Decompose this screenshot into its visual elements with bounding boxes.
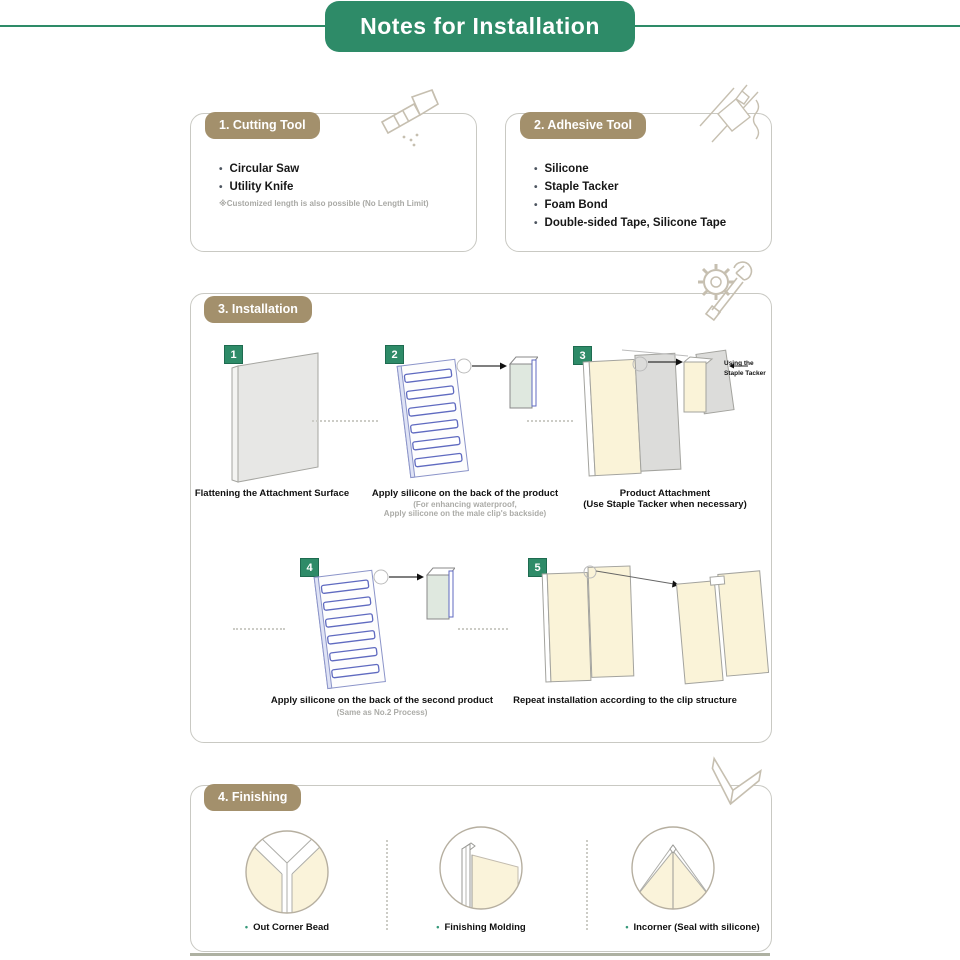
finishing-molding-graphic bbox=[438, 825, 524, 911]
step-3-annotation-2: Staple Tacker bbox=[724, 370, 766, 377]
connector-dots bbox=[527, 420, 573, 422]
cutting-tool-list bbox=[219, 163, 429, 208]
step-2-graphic bbox=[388, 352, 538, 484]
list-item: • Foam Bond bbox=[534, 199, 726, 212]
step-4-caption: Apply silicone on the back of the second product bbox=[270, 695, 494, 706]
connector-dots bbox=[312, 420, 378, 422]
gear-wrench-icon bbox=[688, 260, 756, 326]
list-item: • Circular Saw bbox=[219, 163, 429, 176]
list-item: • Utility Knife bbox=[219, 181, 429, 194]
step-3-badge: 3 bbox=[573, 346, 592, 365]
step-2-subcaption-2: Apply silicone on the male clip's backside) bbox=[383, 509, 547, 518]
step-1-badge: 1 bbox=[224, 345, 243, 364]
step-5-badge: 5 bbox=[528, 558, 547, 577]
list-item: • Silicone bbox=[534, 163, 726, 176]
step-4-subcaption: (Same as No.2 Process) bbox=[336, 708, 428, 717]
cutting-note: ※Customized length is also possible (No Length Limit) bbox=[219, 199, 429, 208]
footer-bar bbox=[190, 953, 770, 956]
step-3-graphic bbox=[578, 348, 774, 483]
finishing-item-label: • Incorner (Seal with silicone) bbox=[600, 922, 785, 933]
cutting-tool-label: 1. Cutting Tool bbox=[205, 112, 320, 139]
step-1-graphic bbox=[226, 348, 336, 488]
finishing-item-label: • Finishing Molding bbox=[391, 922, 571, 933]
finishing-label: 4. Finishing bbox=[204, 784, 301, 811]
page-title: Notes for Installation bbox=[325, 1, 635, 52]
step-5-caption: Repeat installation according to the clip structure bbox=[513, 695, 737, 706]
silicone-bottle-icon bbox=[692, 84, 768, 152]
step-4-graphic bbox=[305, 563, 455, 695]
corner-molding-icon bbox=[700, 756, 764, 814]
step-5-graphic bbox=[532, 560, 782, 690]
incorner-graphic bbox=[630, 825, 716, 911]
list-item: • Double-sided Tape, Silicone Tape bbox=[534, 217, 726, 230]
step-3-caption-2: (Use Staple Tacker when necessary) bbox=[583, 499, 747, 510]
step-2-badge: 2 bbox=[385, 345, 404, 364]
step-2-subcaption-1: (For enhancing waterproof, bbox=[413, 500, 517, 509]
list-item: • Staple Tacker bbox=[534, 181, 726, 194]
step-3-annotation-1: Using the bbox=[724, 360, 754, 367]
step-2-caption: Apply silicone on the back of the product bbox=[371, 488, 559, 499]
adhesive-tool-label: 2. Adhesive Tool bbox=[520, 112, 646, 139]
connector-dots bbox=[458, 628, 508, 630]
out-corner-bead-graphic bbox=[244, 829, 330, 915]
separator-dots bbox=[586, 840, 588, 930]
installation-label: 3. Installation bbox=[204, 296, 312, 323]
step-3-caption: Product Attachment bbox=[619, 488, 711, 499]
step-4-badge: 4 bbox=[300, 558, 319, 577]
finishing-item-label: • Out Corner Bead bbox=[197, 922, 377, 933]
step-1-caption: Flattening the Attachment Surface bbox=[194, 488, 350, 499]
utility-knife-icon bbox=[374, 88, 440, 148]
adhesive-tool-list bbox=[534, 163, 726, 230]
connector-dots bbox=[233, 628, 285, 630]
separator-dots bbox=[386, 840, 388, 930]
